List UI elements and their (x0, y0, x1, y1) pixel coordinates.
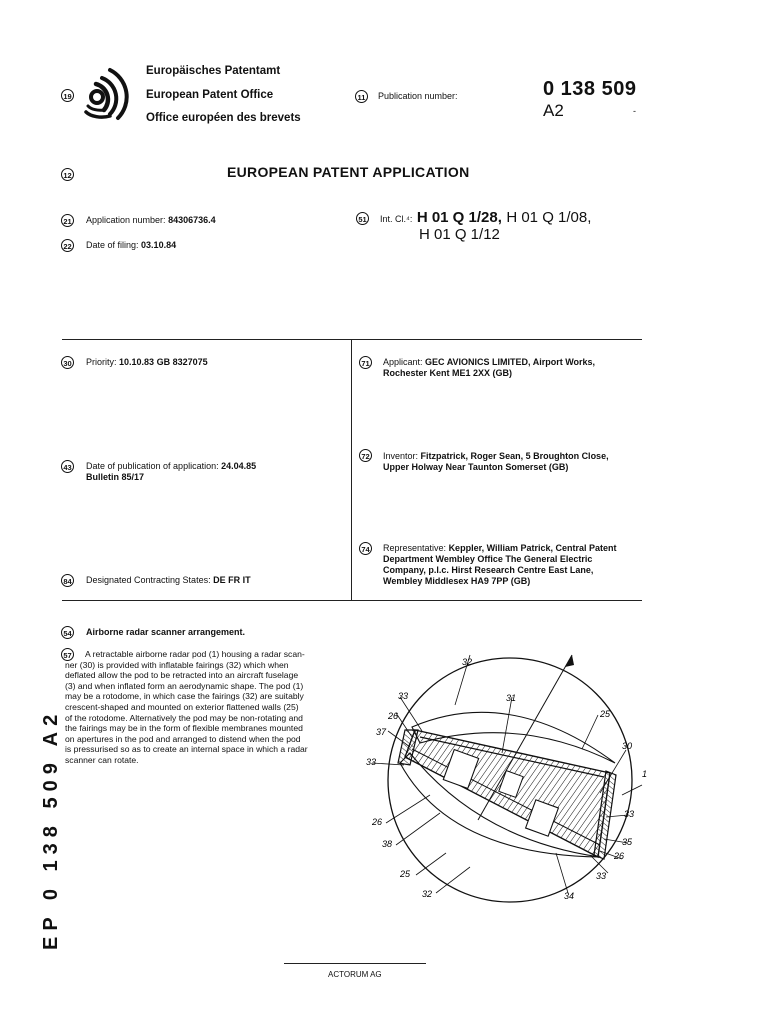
publication-date (86, 461, 256, 483)
box-divider (351, 339, 352, 601)
applicant-label: Applicant: (383, 357, 423, 367)
application-number-value: 84306736.4 (168, 215, 216, 225)
inventor-line-2: Upper Holway Near Taunton Somerset (GB) (383, 462, 569, 472)
office-name-en: European Patent Office (146, 89, 274, 101)
applicant-line-1: GEC AVIONICS LIMITED, Airport Works, (425, 357, 596, 367)
code-21: 21 (61, 214, 74, 227)
priority (86, 357, 208, 368)
representative-line-4: Wembley Middlesex HA9 7PP (GB) (383, 576, 531, 586)
figure-ref: 1 (642, 769, 648, 779)
publication-date-label: Date of publication of application: (86, 461, 219, 471)
filing-date-value: 03.10.84 (141, 240, 177, 250)
figure-ref: 25 (600, 709, 611, 719)
designated-states-value: DE FR IT (213, 575, 251, 585)
figure-ref: 32 (422, 889, 433, 899)
box-bottom-rule (62, 600, 642, 601)
applicant (383, 357, 595, 379)
representative (383, 543, 617, 587)
abstract-line: A retractable airborne radar pod (1) housing a radar scan- (85, 649, 305, 659)
inventor (383, 451, 609, 473)
figure-ref: 33 (398, 691, 409, 701)
code-57: 57 (61, 648, 74, 661)
abstract-line: on apertures in the pod and arranged to distend when the pod (65, 733, 301, 744)
code-71: 71 (359, 356, 372, 369)
invention-title: Airborne radar scanner arrangement. (86, 627, 246, 637)
representative-line-3: Company, p.l.c. Hirst Research Centre East Lane, (383, 565, 594, 575)
application-number (86, 215, 216, 226)
figure-ref: 25 (400, 869, 411, 879)
code-84: 84 (61, 574, 74, 587)
priority-label: Priority: (86, 357, 117, 367)
code-43: 43 (61, 460, 74, 473)
code-30: 30 (61, 356, 74, 369)
code-54: 54 (61, 626, 74, 639)
figure-ref: 33 (624, 809, 635, 819)
publication-date-value: 24.04.85 (221, 461, 257, 471)
applicant-line-2: Rochester Kent ME1 2XX (GB) (383, 368, 513, 378)
abstract (65, 649, 350, 766)
figure-ref: 33 (596, 871, 607, 881)
figure-ref: 26 (388, 711, 399, 721)
abstract-line: crescent-shaped and mounted on exterior flattened walls (25) (65, 701, 299, 712)
abstract-line: is pressurised so as to create an internal space in which a radar (65, 744, 308, 755)
abstract-line: may be a rotodome, in which case the fairings (32) are suitably (65, 691, 304, 702)
figure-ref: 32 (462, 657, 473, 667)
margin-publication-number: EP 0 138 509 A2 (40, 708, 62, 950)
abstract-line: of the rotodome. Alternatively the pod may be non-rotating and (65, 712, 303, 723)
office-name-fr: Office européen des brevets (146, 112, 301, 124)
inventor-label: Inventor: (383, 451, 419, 461)
figure-ref: 30 (622, 741, 633, 751)
representative-label: Representative: (383, 543, 447, 553)
publication-kind: A2 (543, 101, 564, 120)
inventor-line-1: Fitzpatrick, Roger Sean, 5 Broughton Close, (420, 451, 609, 461)
figure-ref: 35 (622, 837, 633, 847)
office-name-de: Europäisches Patentamt (146, 65, 281, 77)
abstract-line: the fairings may be in the form of flexible membranes mounted (65, 723, 303, 734)
box-top-rule (62, 339, 642, 340)
abstract-line: deflated allow the pod to be retracted into an aircraft fuselage (65, 670, 299, 681)
representative-line-2: Department Wembley Office The General Electric (383, 554, 593, 564)
figure-ref: 33 (366, 757, 377, 767)
abstract-line: (3) and when inflated form an aerodynamic shape. The pod (1) (65, 680, 304, 691)
figure-ref: 26 (372, 817, 383, 827)
int-cl-label: Int. Cl.⁴: (380, 214, 413, 224)
publication-number-label: Publication number: (378, 91, 458, 101)
footer-rule (284, 963, 426, 964)
application-number-label: Application number: (86, 215, 166, 225)
code-22: 22 (61, 239, 74, 252)
designated-states (86, 575, 251, 586)
printer-name: ACTORUM AG (328, 970, 382, 979)
priority-value: 10.10.83 GB 8327075 (119, 357, 208, 367)
representative-line-1: Keppler, William Patrick, Central Patent (448, 543, 617, 553)
figure-ref: 34 (564, 891, 575, 901)
figure-ref: 31 (506, 693, 517, 703)
code-12: 12 (61, 168, 74, 181)
int-cl-second: H 01 Q 1/08, (506, 209, 592, 226)
code-74: 74 (359, 542, 372, 555)
document-title: EUROPEAN PATENT APPLICATION (227, 164, 470, 180)
code-11: 11 (355, 90, 368, 103)
figure-ref: 38 (382, 839, 393, 849)
figure-ref: 26 (614, 851, 625, 861)
designated-states-label: Designated Contracting States: (86, 575, 211, 585)
abstract-line: scanner can rotate. (65, 754, 139, 765)
filing-date-label: Date of filing: (86, 240, 139, 250)
code-51: 51 (356, 212, 369, 225)
code-19: 19 (61, 89, 74, 102)
publication-number: 0 138 509 (543, 78, 637, 100)
epo-logo (82, 66, 134, 122)
radar-pod-figure (360, 645, 660, 910)
filing-date (86, 240, 176, 251)
code-72: 72 (359, 449, 372, 462)
abstract-line: ner (30) is provided with inflatable fairings (32) which when (65, 659, 289, 670)
int-cl-third: H 01 Q 1/12 (419, 226, 500, 243)
figure-ref: 37 (376, 727, 387, 737)
bulletin: Bulletin 85/17 (86, 472, 145, 482)
int-cl-main: H 01 Q 1/28, (416, 209, 502, 226)
